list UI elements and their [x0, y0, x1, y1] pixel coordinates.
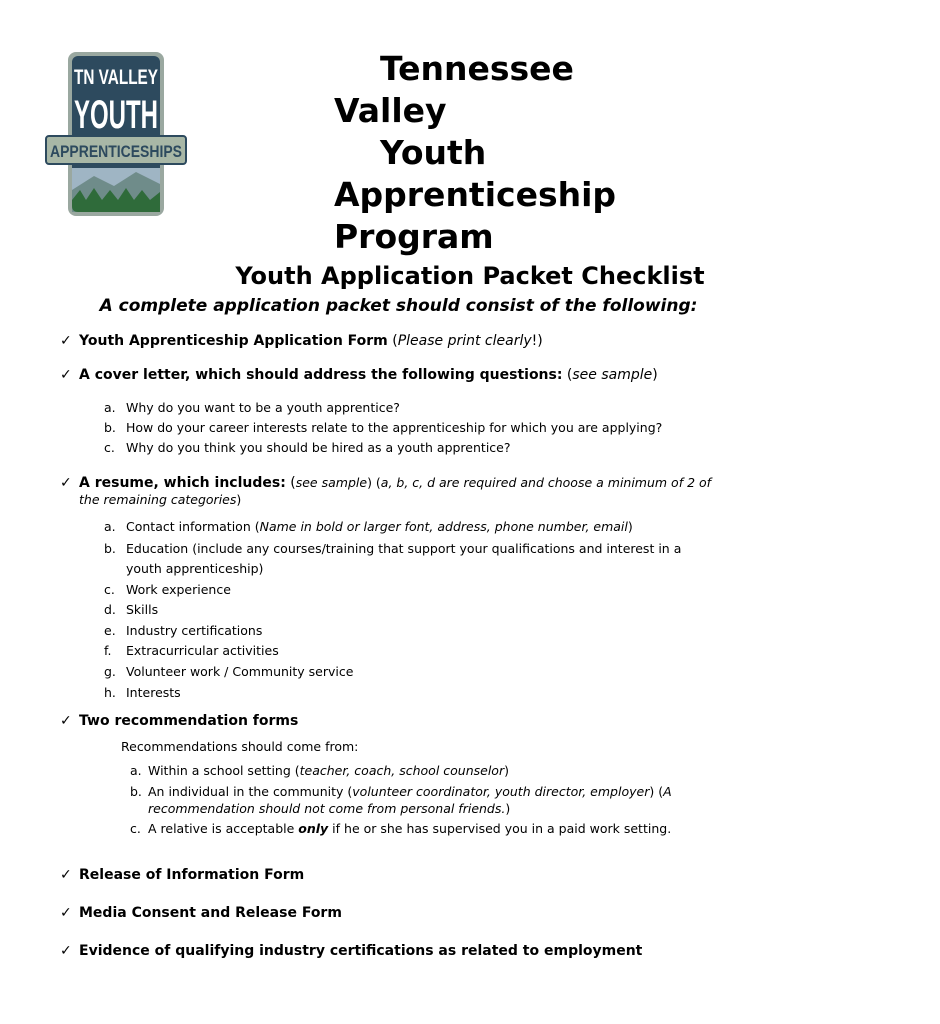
note-line2: the remaining categories	[79, 492, 237, 507]
list-text: Work experience	[126, 582, 231, 597]
item-release-of-information: Release of Information Form	[79, 867, 305, 883]
list-item	[104, 541, 681, 557]
list-item	[104, 664, 353, 680]
checkmark-icon: ✓	[60, 333, 72, 349]
item-note: Please print clearly	[397, 333, 532, 349]
list-text: A relative is acceptable	[148, 821, 299, 836]
list-text-italic: Name in bold or larger font, address, phone number, email	[259, 519, 628, 534]
list-letter: f.	[104, 643, 112, 658]
item-application-form	[79, 333, 543, 349]
checkmark-icon: ✓	[60, 867, 72, 883]
checkmark-icon: ✓	[60, 943, 72, 959]
item-note: see sample	[295, 475, 368, 490]
item-cover-letter	[79, 367, 658, 383]
list-item	[130, 784, 672, 800]
note-open: (	[387, 333, 398, 349]
checkmark-icon: ✓	[60, 905, 72, 921]
list-text: Volunteer work / Community service	[126, 664, 354, 679]
list-text-italic: volunteer coordinator, youth director, employer	[352, 784, 650, 799]
list-item-continued	[148, 801, 510, 816]
list-text: youth apprenticeship)	[126, 561, 264, 576]
list-item	[104, 519, 633, 535]
list-text: Contact information (	[126, 519, 260, 534]
list-item	[104, 440, 511, 456]
list-letter: b.	[104, 541, 116, 556]
list-text-mid: ) (	[649, 784, 664, 799]
note-close: )	[652, 367, 658, 383]
list-text-emphasis: only	[298, 821, 329, 836]
tn-valley-youth-apprenticeships-logo	[44, 50, 188, 218]
note-mid: ) (	[367, 475, 381, 490]
list-letter: g.	[104, 664, 116, 679]
list-letter: b.	[130, 784, 142, 799]
list-text: Within a school setting (	[148, 763, 300, 778]
note-open: (	[285, 475, 296, 491]
list-text-end: )	[627, 519, 633, 534]
list-item	[104, 685, 181, 701]
item-recommendation-forms	[79, 713, 298, 729]
list-letter: a.	[104, 400, 116, 415]
list-text-italic-2: A	[663, 784, 672, 799]
list-text: recommendation should not come from personal friends.	[148, 801, 506, 816]
item-resume	[79, 475, 711, 491]
list-item	[130, 821, 671, 837]
logo-text-youth: YOUTH	[74, 93, 158, 137]
list-letter: e.	[104, 623, 116, 638]
packet-checklist-heading: Youth Application Packet Checklist	[235, 262, 705, 290]
list-letter: a.	[104, 519, 116, 534]
logo-text-apprenticeships: APPRENTICESHIPS	[50, 142, 182, 161]
list-text-italic: teacher, coach, school counselor	[299, 763, 505, 778]
item-label: A cover letter, which should address the following questions:	[79, 367, 563, 383]
list-letter: c.	[104, 582, 115, 597]
list-text: Why do you want to be a youth apprentice?	[126, 400, 400, 415]
packet-intro: A complete application packet should consist of the following:	[99, 296, 698, 316]
item-media-consent: Media Consent and Release Form	[79, 905, 342, 921]
note-close: !)	[531, 333, 543, 349]
logo-text-tn-valley: TN VALLEY	[74, 66, 158, 89]
note-close: )	[236, 492, 242, 507]
list-text-end: )	[505, 801, 511, 816]
recommendation-intro: Recommendations should come from:	[121, 739, 359, 754]
title-line-3: Youth	[380, 133, 487, 172]
list-item	[130, 763, 509, 779]
list-letter: a.	[130, 763, 142, 778]
checkmark-icon: ✓	[60, 713, 72, 729]
item-note: see sample	[572, 367, 653, 383]
list-text-end: )	[504, 763, 509, 778]
list-text: Industry certifications	[126, 623, 263, 638]
list-letter: d.	[104, 602, 116, 617]
list-text-end: if he or she has supervised you in a paid work setting.	[328, 821, 672, 836]
list-letter: c.	[130, 821, 141, 836]
list-item	[104, 643, 279, 659]
title-line-4: Apprenticeship	[334, 175, 617, 214]
title-line-5: Program	[334, 217, 494, 256]
list-letter: c.	[104, 440, 115, 455]
list-item	[104, 602, 158, 618]
item-note-required: a, b, c, d are required and choose a minimum of 2 of	[380, 475, 712, 490]
list-text: Interests	[126, 685, 181, 700]
checkmark-icon: ✓	[60, 367, 72, 383]
list-text: How do your career interests relate to the apprenticeship for which you are applying?	[126, 420, 663, 435]
title-line-1: Tennessee	[380, 49, 574, 88]
list-item	[104, 582, 231, 598]
list-letter: b.	[104, 420, 116, 435]
list-text: Education (include any courses/training that support your qualifications and interest in a	[126, 541, 682, 556]
list-text: Extracurricular activities	[126, 643, 279, 658]
list-text: Why do you think you should be hired as a youth apprentice?	[126, 440, 511, 455]
title-line-2: Valley	[334, 91, 447, 130]
checkmark-icon: ✓	[60, 475, 72, 491]
item-note-continued	[79, 492, 241, 507]
list-item	[104, 623, 262, 639]
note-open: (	[562, 367, 573, 383]
list-item	[104, 400, 400, 416]
item-industry-certifications: Evidence of qualifying industry certifications as related to employment	[79, 943, 643, 959]
item-label: Two recommendation forms	[79, 713, 299, 729]
list-item	[104, 420, 662, 436]
item-label: Youth Apprenticeship Application Form	[79, 333, 388, 349]
list-letter: h.	[104, 685, 116, 700]
item-label: A resume, which includes:	[79, 475, 286, 491]
list-text: Skills	[126, 602, 159, 617]
list-item	[104, 561, 263, 577]
list-text: An individual in the community (	[148, 784, 353, 799]
